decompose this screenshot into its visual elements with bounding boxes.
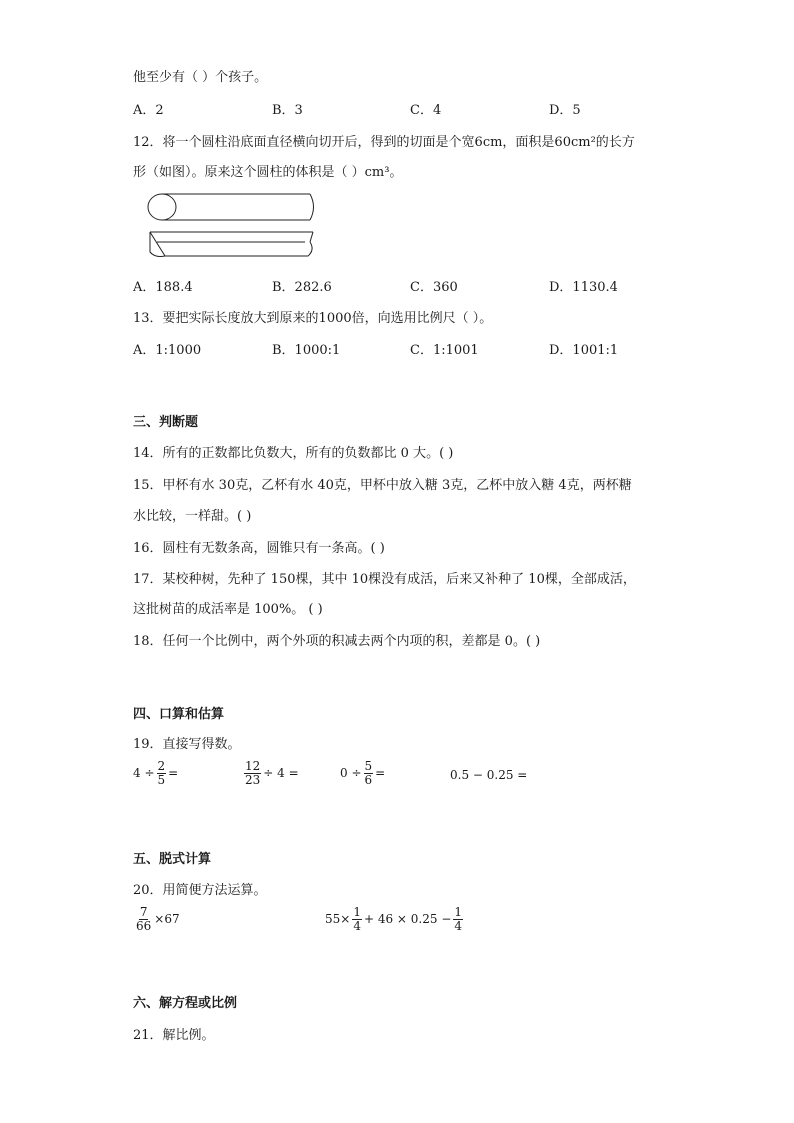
expr4-text: 0.5 − 0.25 = [450,768,528,782]
expr1-prefix: 4 ÷ [133,766,155,781]
expression-1 [133,760,178,786]
q11-option-b[interactable]: B．3 [272,103,303,118]
expr5-denominator: 66 [136,918,152,933]
expression-6 [325,906,465,932]
expr1-numerator: 2 [157,759,166,773]
q12-options [133,276,693,296]
q13-text: 13．要把实际长度放大到原来的1000倍，向选用比例尺（ ）。 [133,311,493,326]
expr5-suffix: ×67 [154,912,180,927]
q12-text-line1: 12．将一个圆柱沿底面直径横向切开后，得到的切面是个宽6cm，面积是60cm²的长方 [133,135,635,150]
expr6-denominator-1: 4 [353,918,361,933]
q12-option-b[interactable]: B．282.6 [272,280,332,295]
expr2-suffix: ÷ 4 = [263,766,299,781]
expr6-numerator-1: 1 [353,905,361,919]
q11-tail-text: 他至少有（ ）个孩子。 [133,70,268,85]
q19-text: 19．直接写得数。 [133,737,241,752]
q11-option-a[interactable]: A．2 [133,103,164,118]
q12-option-a[interactable]: A．188.4 [133,280,193,295]
q15-text-line2: 水比较，一样甜。( ) [133,509,252,524]
q11-options [133,99,693,119]
expr3-suffix: = [375,766,386,781]
section-heading-equations: 六、解方程或比例 [133,996,238,1011]
q17-text-line2: 这批树苗的成活率是 100%。 ( ) [133,602,323,617]
expr1-suffix: = [168,766,179,781]
expr5-fraction [135,906,152,932]
expression-4 [450,768,527,782]
q14-text: 14．所有的正数都比负数大，所有的负数都比 0 大。( ) [133,446,454,461]
q13-option-a[interactable]: A．1:1000 [133,343,202,358]
q12-option-c[interactable]: C．360 [410,280,458,295]
q16-text: 16．圆柱有无数条高，圆锥只有一条高。( ) [133,541,385,556]
expr3-prefix: 0 ÷ [340,766,362,781]
expr3-denominator: 6 [364,772,373,787]
expr5-numerator: 7 [139,905,148,919]
expr1-fraction [157,760,167,786]
q21-text: 21．解比例。 [133,1028,215,1043]
expression-2 [242,760,299,786]
q12-text-line2: 形（如图）。原来这个圆柱的体积是（ ）cm³。 [133,165,403,180]
q11-option-c[interactable]: C．4 [410,103,442,118]
q17-text-line1: 17．某校种树，先种了 150棵，其中 10棵没有成活，后来又补种了 10棵，全部成活， [133,572,636,587]
q11-option-d[interactable]: D．5 [549,103,581,118]
expression-3 [340,760,385,786]
q15-text-line1: 15．甲杯有水 30克，乙杯有水 40克，甲杯中放入糖 3克，乙杯中放入糖 4克，两杯糖 [133,478,632,493]
section-heading-oral-calc: 四、口算和估算 [133,707,225,722]
expr2-fraction [244,760,261,786]
expr6-fraction-1 [352,906,362,932]
expr6-middle: + 46 × 0.25 − [363,912,452,927]
half-cylinder-figure [145,190,320,262]
expr3-numerator: 5 [364,759,373,773]
q13-options [133,339,693,359]
expr1-denominator: 5 [157,772,166,787]
expr6-prefix: 55× [325,912,351,927]
q13-option-b[interactable]: B．1000:1 [272,343,341,358]
section-heading-judgement: 三、判断题 [133,415,199,430]
expr6-denominator-2: 4 [454,918,463,933]
q13-option-d[interactable]: D．1001:1 [549,343,619,358]
expr6-numerator-2: 1 [454,905,463,919]
section-heading-step-calc: 五、脱式计算 [133,852,212,867]
q18-text: 18．任何一个比例中，两个外项的积减去两个内项的积，差都是 0。( ) [133,634,541,649]
q12-option-d[interactable]: D．1130.4 [549,280,618,295]
expr2-numerator: 12 [245,759,261,773]
expr3-fraction [364,760,374,786]
expression-5 [133,906,180,932]
expr2-denominator: 23 [245,772,261,787]
q20-text: 20．用简便方法运算。 [133,883,267,898]
expr6-fraction-2 [453,906,463,932]
q13-option-c[interactable]: C．1:1001 [410,343,479,358]
